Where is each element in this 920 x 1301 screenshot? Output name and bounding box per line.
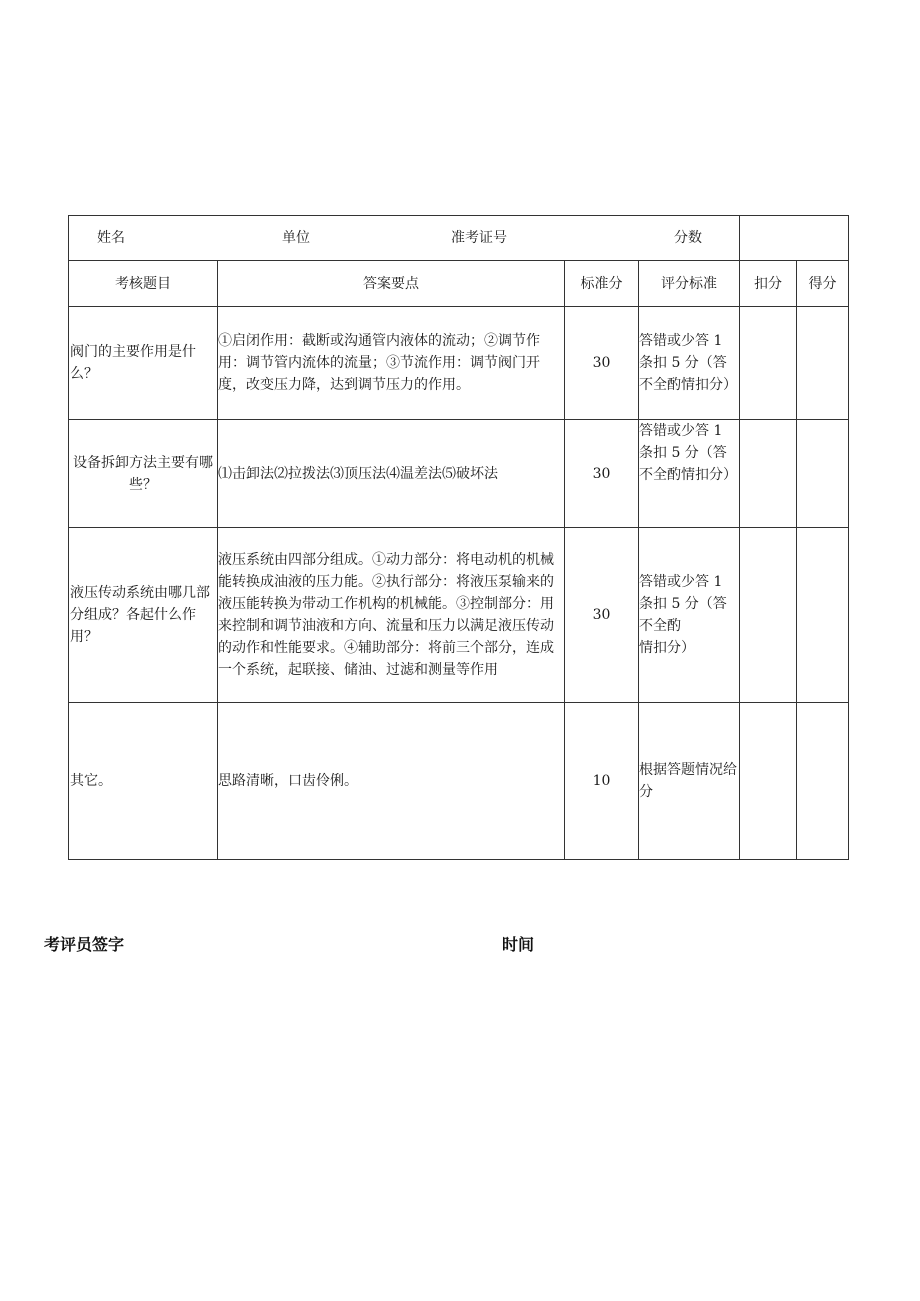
criteria-text: 根据答题情况给分 xyxy=(639,762,737,800)
standard-score-cell: 30 xyxy=(565,528,639,703)
question-text: 阀门的主要作用是什么？ xyxy=(70,344,196,382)
answer-cell xyxy=(218,307,565,420)
candidate-info-row xyxy=(69,216,849,261)
answer-text: 思路清晰，口齿伶俐。 xyxy=(218,773,358,789)
col-criteria-header: 评分标准 xyxy=(639,261,740,307)
col-answer-header: 答案要点 xyxy=(218,261,565,307)
standard-score-cell: 30 xyxy=(565,420,639,528)
answer-cell xyxy=(218,703,565,860)
col-obtained-header: 得分 xyxy=(797,261,849,307)
col-topic-header: 考核题目 xyxy=(69,261,218,307)
answer-cell xyxy=(218,528,565,703)
table-row xyxy=(69,420,849,528)
table-row xyxy=(69,528,849,703)
candidate-info-cell xyxy=(69,216,740,261)
obtained-cell[interactable] xyxy=(797,307,849,420)
criteria-text-line1: 答错或少答 1 条扣 5 分（答不全酌 xyxy=(639,574,727,634)
examiner-signature-label: 考评员签字 xyxy=(44,935,125,954)
criteria-text: 答错或少答 1 条扣 5 分（答不全酌情扣分） xyxy=(639,333,737,393)
deduction-cell[interactable] xyxy=(740,307,797,420)
question-cell xyxy=(69,307,218,420)
deduction-cell[interactable] xyxy=(740,703,797,860)
score-value-cell[interactable] xyxy=(740,216,849,261)
question-text: 其它。 xyxy=(70,773,112,789)
unit-label: 单位 xyxy=(282,230,310,246)
criteria-cell xyxy=(639,703,740,860)
question-cell xyxy=(69,420,218,528)
table-row xyxy=(69,703,849,860)
obtained-cell[interactable] xyxy=(797,528,849,703)
time-label: 时间 xyxy=(502,935,535,954)
answer-text: ①启闭作用：截断或沟通管内液体的流动；②调节作用：调节管内流体的流量；③节流作用：调节阀门开度，改变压力降，达到调节压力的作用。 xyxy=(218,333,540,393)
name-label: 姓名 xyxy=(97,230,125,246)
standard-score-cell: 10 xyxy=(565,703,639,860)
answer-text: ⑴击卸法⑵拉拨法⑶顶压法⑷温差法⑸破坏法 xyxy=(218,465,498,482)
question-text: 设备拆卸方法主要有哪些？ xyxy=(73,454,213,493)
deduction-cell[interactable] xyxy=(740,528,797,703)
question-cell xyxy=(69,528,218,703)
score-label: 分数 xyxy=(674,230,702,246)
deduction-cell[interactable] xyxy=(740,420,797,528)
criteria-cell xyxy=(639,307,740,420)
admission-number-label: 准考证号 xyxy=(451,230,507,246)
col-standard-score-header: 标准分 xyxy=(565,261,639,307)
col-deduction-header: 扣分 xyxy=(740,261,797,307)
question-text: 液压传动系统由哪几部分组成？各起什么作用？ xyxy=(70,585,210,645)
criteria-cell xyxy=(639,420,740,528)
criteria-cell xyxy=(639,528,740,703)
table-row xyxy=(69,307,849,420)
obtained-cell[interactable] xyxy=(797,703,849,860)
criteria-text-line2: 情扣分） xyxy=(639,640,695,656)
answer-cell xyxy=(218,420,565,528)
question-cell xyxy=(69,703,218,860)
assessment-table xyxy=(68,215,849,860)
standard-score-cell: 30 xyxy=(565,307,639,420)
obtained-cell[interactable] xyxy=(797,420,849,528)
criteria-text: 答错或少答 1 条扣 5 分（答不全酌情扣分） xyxy=(639,423,737,483)
column-header-row xyxy=(69,261,849,307)
answer-text: 液压系统由四部分组成。①动力部分：将电动机的机械能转换成油液的压力能。②执行部分：将液压泵输来的液压能转换为带动工作机构的机械能。③控制部分：用来控制和调节油液和方向、流量和压力以满足液压传动的动作和性能要求。④辅助部分：将前三个部分，连成一个系统，起联接、储油、过滤和测量等作用 xyxy=(218,552,554,678)
